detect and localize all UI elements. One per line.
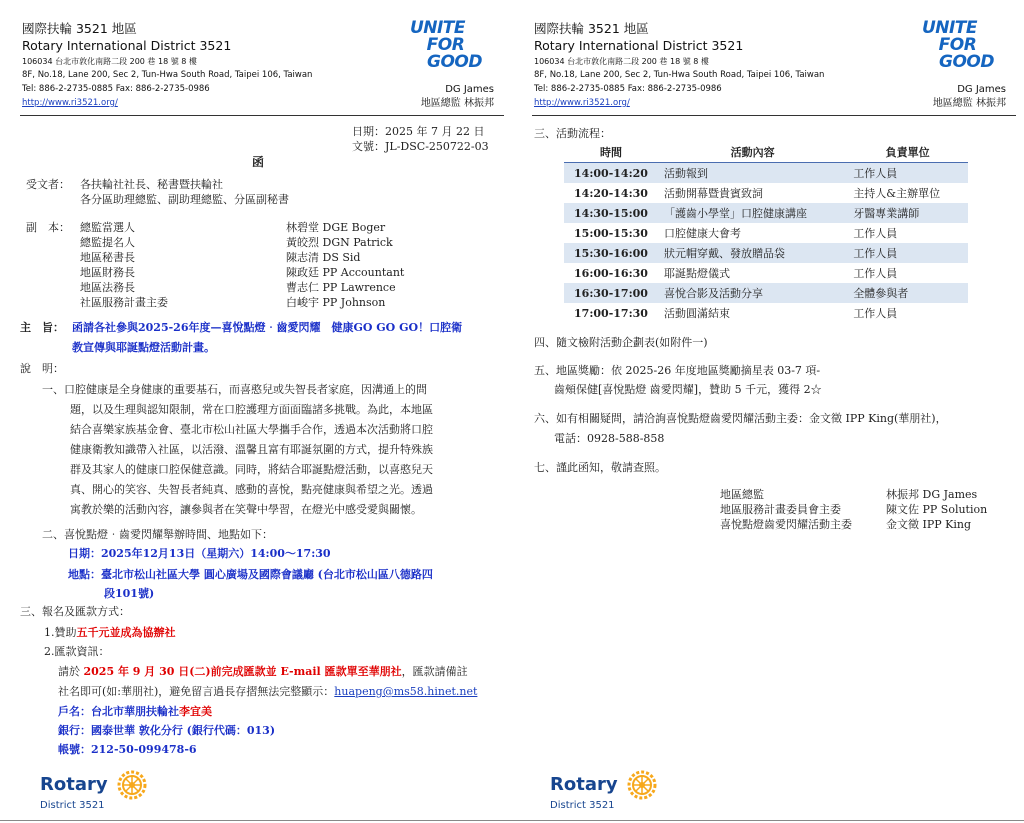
contact-line-2: 電話：0928-588-858 (554, 432, 665, 445)
address-en: 8F, No.18, Lane 200, Sec 2, Tun-Hwa South Road, Taipei 106, Taiwan (22, 70, 313, 80)
letter-page-1 (12, 0, 512, 823)
district-governor: DG James 地區總監 林振邦 (932, 84, 1006, 109)
recipient-label: 受文者： (26, 178, 70, 191)
account-name: 戶名：台北市華朋扶輪社李宜美 (58, 705, 212, 718)
cc-row: 總監當選人 林碧堂 DGE Boger (80, 221, 386, 234)
remittance-title: 2.匯款資訊： (44, 645, 110, 658)
cc-row: 社區服務計畫主委 白峻宇 PP Johnson (80, 296, 386, 309)
header-divider (532, 115, 1016, 116)
org-name-en: Rotary International District 3521 (22, 38, 232, 53)
item-2-title: 二、喜悅點燈‧齒愛閃耀舉辦時間、地點如下： (42, 528, 273, 541)
schedule-title: 三、活動流程： (534, 127, 611, 140)
website-link[interactable]: http://www.ri3521.org/ (534, 98, 630, 108)
cc-row: 地區法務長 曹志仁 PP Lawrence (80, 281, 396, 294)
address-en: 8F, No.18, Lane 200, Sec 2, Tun-Hwa South Road, Taipei 106, Taiwan (534, 70, 825, 80)
phone-fax: Tel: 886-2-2735-0885 Fax: 886-2-2735-0986 (534, 84, 722, 94)
website-link[interactable]: http://www.ri3521.org/ (22, 98, 118, 108)
header-time: 時間 (564, 142, 658, 163)
table-row: 15:30-16:00 狀元帽穿戴、發放贈品袋 工作人員 (564, 243, 968, 263)
description-label: 說 明： (20, 362, 64, 375)
subject-line-1: 函請各社參與2025-26年度—喜悅點燈‧齒愛閃耀 健康GO GO GO！口腔衛 (72, 321, 463, 334)
rotary-footer-logo: Rotary District 3521 (550, 770, 657, 812)
account-number: 帳號：212-50-099478-6 (58, 743, 197, 756)
remittance-deadline: 請於 2025 年 9 月 30 日(二)前完成匯款並 E-mail 匯款單至華朋社，匯款請備註 (58, 665, 468, 678)
attachment-note: 四、隨文檢附活動企劃表(如附件一) (534, 336, 708, 349)
header-unit: 負責單位 (847, 142, 968, 163)
email-link[interactable]: huapeng@ms58.hinet.net (334, 685, 478, 698)
letterhead (534, 20, 824, 110)
sponsor-line: 1.贊助五千元並成為協辦社 (44, 626, 176, 639)
address-zh: 106034 台北市敦化南路二段 200 巷 18 號 8 樓 (534, 57, 709, 66)
remittance-note: 社名即可(如:華朋社)，避免留言過長存摺無法完整顯示：huapeng@ms58.hinet.net (58, 685, 478, 698)
address-zh: 106034 台北市敦化南路二段 200 巷 18 號 8 樓 (22, 57, 197, 66)
table-row: 16:00-16:30 耶誕點燈儀式 工作人員 (574, 266, 898, 280)
item-1-paragraph: 一、口腔健康是全身健康的重要基石，而喜憨兒或失智長者家庭，因溝通上的問 題，以及生理與認知限制，常在口腔護理方面面臨諸多挑戰。為此，本地區 結合喜樂家族基金會、臺北市松山社區大學攜手合作，透過本次活動將口腔 健康衛教知識帶入社區，以活潑、溫馨且富有耶誕氛圍的方式，提升特殊族 群及其家人的健康口腔保健意識。同時，將結合耶誕點燈活動，以喜憨兒天 真、開心的笑容、失智長者純真、感動的喜悅，點亮健康與希望之光。透過 寓教於樂的活動內容，讓參與者在笑聲中學習，在燈光中感受愛與關懷。 (42, 383, 433, 516)
cc-label: 副 本： (26, 221, 70, 234)
table-row: 16:30-17:00 喜悅合影及活動分享 全體參與者 (564, 283, 968, 303)
table-row: 14:20-14:30 活動開幕暨貴賓致詞 主持人&主辦單位 (574, 186, 941, 200)
unite-for-good-logo: UNITE FOR GOOD (921, 18, 994, 72)
cc-list (80, 220, 500, 310)
closing-line: 七、謹此函知，敬請查照。 (534, 461, 666, 474)
schedule-table (564, 142, 968, 323)
event-place-line-1: 地點：臺北市松山社區大學 圓心廣場及國際會議廳 (台北市松山區八德路四 (68, 568, 433, 581)
cc-row: 地區秘書長 陳志清 DS Sid (80, 251, 361, 264)
letter-page-2 (524, 0, 1024, 823)
rotary-wheel-icon (117, 770, 147, 800)
recipient-line-2: 各分區助理總監、副助理總監、分區副秘書 (80, 193, 289, 206)
phone-fax: Tel: 886-2-2735-0885 Fax: 886-2-2735-0986 (22, 84, 210, 94)
signature-row: 地區總監 林振邦 DG James (720, 488, 978, 501)
event-date: 日期：2025年12月13日（星期六）14:00～17:30 (68, 547, 331, 560)
contact-line-1: 六、如有相關疑問，請洽詢喜悅點燈齒愛閃耀活動主委：金文徵 IPP King(華朋社)， (534, 412, 947, 425)
bank-info: 銀行：國泰世華 敦化分行 (銀行代碼：013) (58, 724, 276, 737)
page-bottom-divider (0, 820, 1024, 821)
letterhead (22, 20, 312, 110)
subject-line-2: 教宣傳與耶誕點燈活動計畫。 (72, 341, 215, 354)
rotary-footer-logo: Rotary District 3521 (40, 770, 147, 812)
signature-row: 喜悅點燈齒愛閃耀活動主委 金文徵 IPP King (720, 518, 972, 531)
header-divider (20, 115, 504, 116)
letter-date: 日期：2025 年 7 月 22 日 (352, 125, 485, 138)
document-number: 文號：JL-DSC-250722-03 (352, 140, 489, 153)
item-3-title: 三、報名及匯款方式： (20, 605, 130, 618)
org-name-en: Rotary International District 3521 (534, 38, 744, 53)
rotary-wheel-icon (627, 770, 657, 800)
reward-line-2: 齒頰保健[喜悅點燈 齒愛閃耀]，贊助 5 千元，獲得 2☆ (554, 383, 822, 396)
subject-label: 主 旨： (20, 321, 64, 334)
letter-type: 函 (252, 155, 265, 169)
reward-line-1: 五、地區獎勵：依 2025-26 年度地區獎勵摘星表 03-7 項- (534, 364, 821, 377)
table-row: 17:00-17:30 活動圓滿結束 工作人員 (574, 306, 898, 320)
table-row: 15:00-15:30 口腔健康大會考 工作人員 (574, 226, 898, 240)
district-governor: DG James 地區總監 林振邦 (420, 84, 494, 109)
schedule-header-row (564, 142, 968, 163)
org-name-zh: 國際扶輪 3521 地區 (22, 21, 137, 36)
cc-row: 總監提名人 黃皎烈 DGN Patrick (80, 236, 393, 249)
event-place-line-2: 段101號) (104, 587, 155, 600)
cc-row: 地區財務長 陳政廷 PP Accountant (80, 266, 405, 279)
signature-block (720, 487, 1020, 532)
header-activity: 活動內容 (658, 142, 847, 163)
org-name-zh: 國際扶輪 3521 地區 (534, 21, 649, 36)
table-row: 14:30-15:00 「護齒小學堂」口腔健康講座 牙醫專業講師 (564, 203, 968, 223)
unite-for-good-logo: UNITE FOR GOOD (409, 18, 482, 72)
signature-row: 地區服務計畫委員會主委 陳文佐 PP Solution (720, 503, 988, 516)
recipient-line-1: 各扶輪社社長、秘書暨扶輪社 (80, 178, 223, 191)
table-row: 14:00-14:20 活動報到 工作人員 (564, 163, 968, 184)
